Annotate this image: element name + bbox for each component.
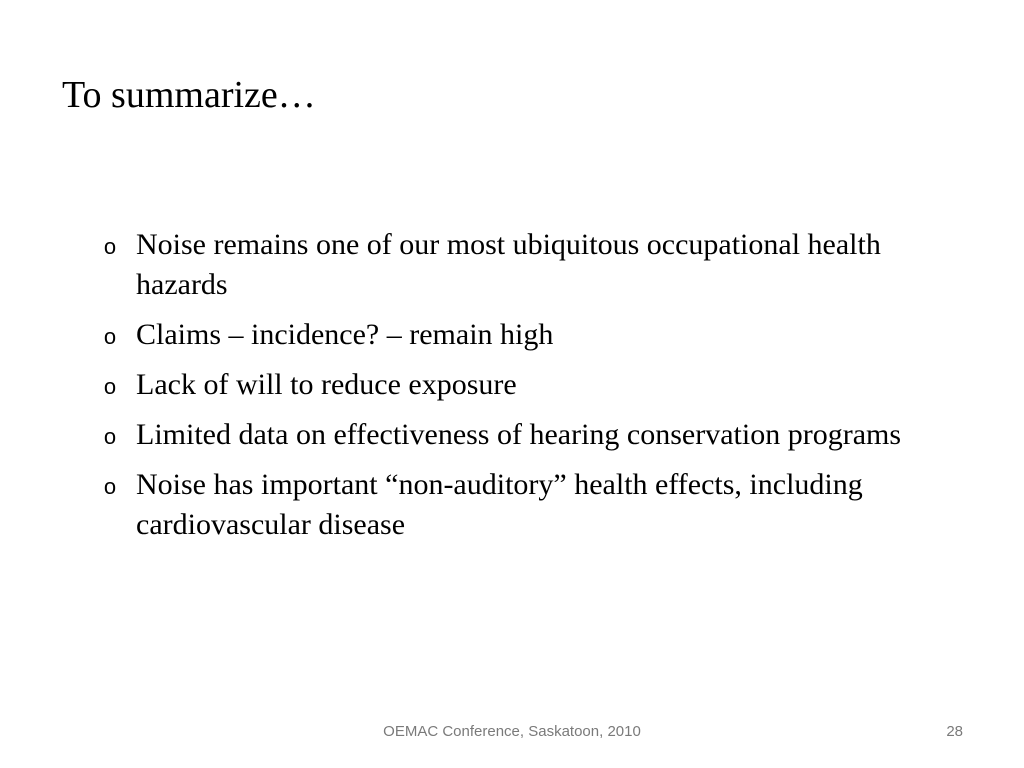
- circle-bullet-icon: o: [103, 234, 117, 259]
- bullet-text: Lack of will to reduce exposure: [136, 368, 517, 401]
- bullet-text: Limited data on effectiveness of hearing conservation programs: [136, 418, 902, 451]
- bullet-item: [98, 315, 978, 355]
- circle-bullet-icon: o: [103, 324, 117, 349]
- page-number: 28: [946, 723, 963, 740]
- circle-bullet-icon: o: [103, 424, 117, 449]
- circle-bullet-icon: o: [103, 474, 117, 499]
- bullet-item: [98, 365, 978, 405]
- bullet-list: [98, 225, 978, 555]
- bullet-text: Noise has important “non-auditory” health effects, including cardiovascular disease: [136, 468, 863, 541]
- bullet-text: Noise remains one of our most ubiquitous occupational health hazards: [136, 228, 881, 301]
- bullet-text: Claims – incidence? – remain high: [136, 318, 554, 351]
- circle-bullet-icon: o: [103, 374, 117, 399]
- bullet-item: [98, 465, 978, 545]
- slide-title: To summarize…: [62, 74, 316, 116]
- slide-footer: OEMAC Conference, Saskatoon, 2010: [383, 723, 641, 740]
- bullet-item: [98, 415, 978, 455]
- bullet-item: [98, 225, 978, 305]
